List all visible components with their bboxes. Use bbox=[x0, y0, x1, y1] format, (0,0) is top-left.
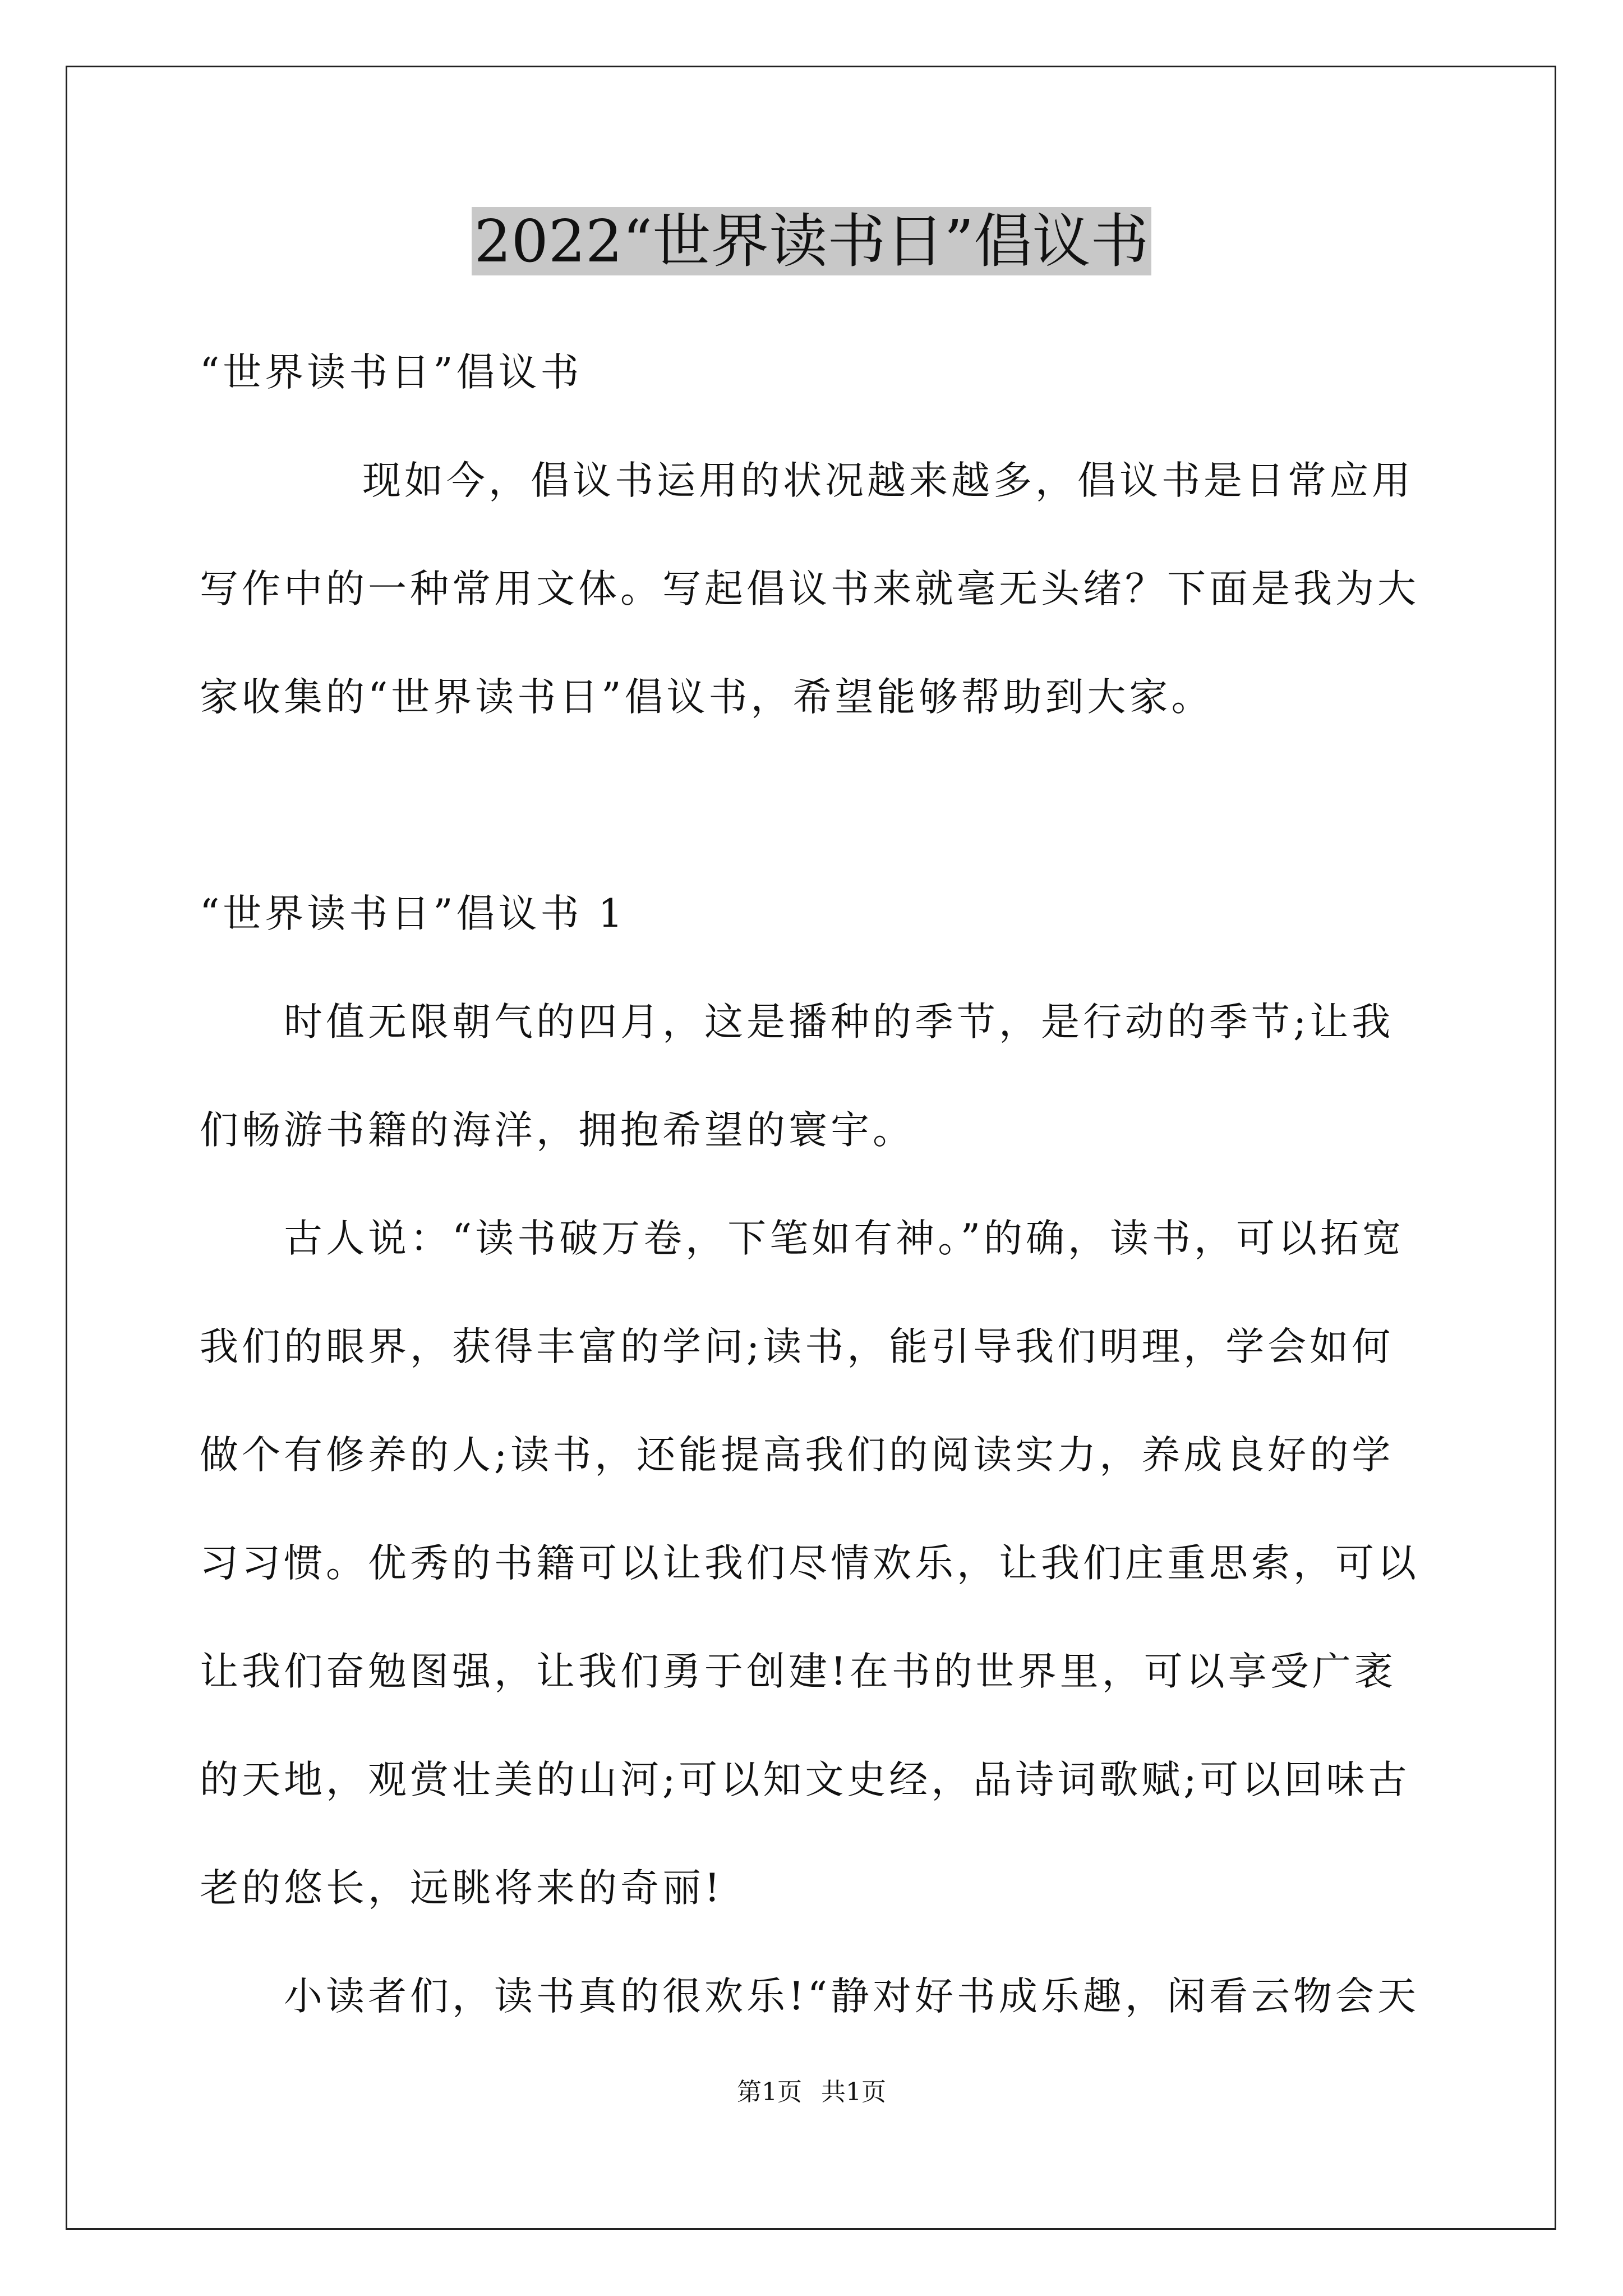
spacer bbox=[200, 752, 1433, 860]
document-title-text: 2022“世界读书日”倡议书 bbox=[472, 207, 1151, 275]
body-paragraph: 古人说：“读书破万卷，下笔如有神。”的确，读书，可以拓宽我们的眼界，获得丰富的学问;读书，能引导我们明理，学会如何做个有修养的人;读书，还能提高我们的阅读实力，养成良好的学习习惯。优秀的书籍可以让我们尽情欢乐，让我们庄重思索，可以让我们奋勉图强，让我们勇于创建!在书的世界里，可以享受广袤的天地，观赏壮美的山河;可以知文史经，品诗词歌赋;可以回味古老的悠长，远眺将来的奇丽! bbox=[200, 1216, 1419, 1911]
body-paragraph: 小读者们，读书真的很欢乐!“静对好书成乐趣，闲看云物会天 bbox=[284, 1974, 1420, 2019]
document-title bbox=[0, 205, 1623, 278]
intro-paragraph: 现如今，倡议书运用的状况越来越多，倡议书是日常应用写作中的一种常用文体。写起倡议书来就毫无头绪？下面是我为大家收集的“世界读书日”倡议书，希望能够帮助到大家。 bbox=[200, 458, 1419, 720]
document-subtitle: “世界读书日”倡议书 bbox=[200, 350, 583, 395]
document-body bbox=[200, 319, 1433, 2051]
section-heading: “世界读书日”倡议书 1 bbox=[200, 891, 626, 936]
page-footer: 第1页 共1页 bbox=[737, 2078, 886, 2106]
body-paragraph: 时值无限朝气的四月，这是播种的季节，是行动的季节;让我们畅游书籍的海洋，拥抱希望的寰宇。 bbox=[200, 1000, 1394, 1153]
